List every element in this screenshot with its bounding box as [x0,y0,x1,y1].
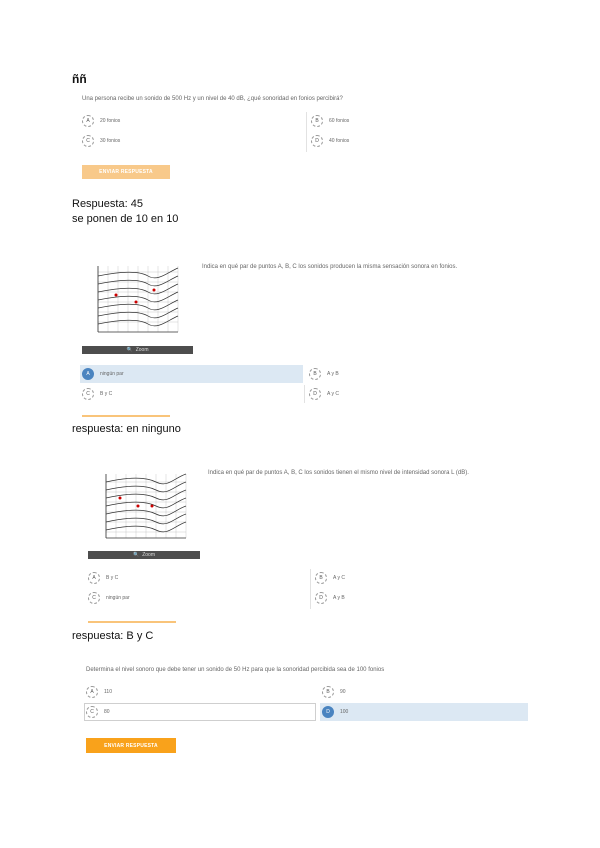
q3-divider [310,569,311,609]
q3-option-b-radio[interactable]: B [315,572,327,584]
q3-option-d-radio[interactable]: D [315,592,327,604]
q1-option-d-label: 40 fonios [329,138,350,144]
q1-option-c-label: 30 fonios [100,138,121,144]
q4-option-a-label: 110 [104,689,112,695]
q1-option-c-radio[interactable]: C [82,135,94,147]
q4-option-b[interactable] [322,683,346,701]
q4-option-c-box [84,703,316,721]
q2-option-a[interactable] [82,365,124,383]
q2-option-b-radio[interactable]: B [309,368,321,380]
answer-3: respuesta: B y C [72,630,154,642]
q3-zoom-label: Zoom [142,552,155,558]
q3-option-a-radio[interactable]: A [88,572,100,584]
q4-option-d-radio[interactable]: D [322,706,334,718]
q2-zoom-label: Zoom [135,347,149,353]
q4-option-a[interactable] [86,683,112,701]
q3-equal-loudness-chart [94,470,190,546]
q3-option-b[interactable] [315,569,345,587]
q1-option-c[interactable] [82,132,120,150]
q3-option-c[interactable] [88,589,130,607]
q2-submit-line [82,415,170,417]
q4-submit-button[interactable]: ENVIAR RESPUESTA [86,738,176,753]
q1-option-a[interactable] [82,112,120,130]
q2-option-a-label: ningún par [100,371,124,377]
q4-selected-highlight [320,703,528,721]
q4-option-d[interactable] [322,703,348,721]
q2-option-d[interactable] [309,385,339,403]
q2-divider [304,385,305,403]
q3-option-c-label: ningún par [106,595,130,601]
q3-option-b-label: A y C [333,575,345,581]
q4-option-d-label: 100 [340,709,349,715]
q4-option-b-radio[interactable]: B [322,686,334,698]
q2-option-c[interactable] [82,385,112,403]
q2-option-b[interactable] [309,365,339,383]
q2-option-c-radio[interactable]: C [82,388,94,400]
question-2-text: Indica en qué par de puntos A, B, C los sonidos producen la misma sensación sonora en fonios. [202,264,458,270]
q1-submit-button[interactable]: ENVIAR RESPUESTA [82,165,170,179]
q3-option-d-label: A y B [333,595,345,601]
q4-option-c-radio[interactable]: C [86,706,98,718]
q1-option-d-radio[interactable]: D [311,135,323,147]
q1-option-b-label: 60 fonios [329,118,350,124]
q2-option-b-label: A y B [327,371,339,377]
q3-submit-line [88,621,176,623]
question-3-text: Indica en qué par de puntos A, B, C los sonidos tienen el mismo nivel de intensidad sonora L (dB). [208,470,469,476]
q2-option-d-radio[interactable]: D [309,388,321,400]
answer-1-line-1: Respuesta: 45 [72,198,143,210]
magnifier-icon: 🔍 [132,552,140,558]
q2-option-a-radio[interactable]: A [82,368,94,380]
q1-divider [306,112,307,152]
q3-option-a[interactable] [88,569,118,587]
q2-equal-loudness-chart [88,262,184,340]
q3-option-c-radio[interactable]: C [88,592,100,604]
q4-option-c-label: 80 [104,709,110,715]
magnifier-icon: 🔍 [126,347,133,353]
q3-chart-svg [94,470,190,546]
page-title: ññ [72,72,87,86]
q3-option-d[interactable] [315,589,345,607]
q2-chart-svg [88,262,184,340]
answer-1-line-2: se ponen de 10 en 10 [72,213,179,225]
answer-2: respuesta: en ninguno [72,423,181,435]
q3-option-a-label: B y C [106,575,119,581]
q1-option-b[interactable] [311,112,349,130]
question-1-text: Una persona recibe un sonido de 500 Hz y un nivel de 40 dB, ¿qué sonoridad en fonios percibirá? [82,96,343,102]
q4-option-c[interactable] [86,703,110,721]
question-4-text: Determina el nivel sonoro que debe tener un sonido de 50 Hz para que la sonoridad percibida sea de 100 fonios [86,667,385,673]
q2-option-c-label: B y C [100,391,113,397]
q1-option-b-radio[interactable]: B [311,115,323,127]
q4-option-a-radio[interactable]: A [86,686,98,698]
q2-zoom-button[interactable] [82,346,193,354]
q4-option-b-label: 90 [340,689,346,695]
q1-option-a-label: 20 fonios [100,118,121,124]
q1-option-a-radio[interactable]: A [82,115,94,127]
q2-option-d-label: A y C [327,391,339,397]
q1-option-d[interactable] [311,132,349,150]
q3-zoom-button[interactable] [88,551,200,559]
